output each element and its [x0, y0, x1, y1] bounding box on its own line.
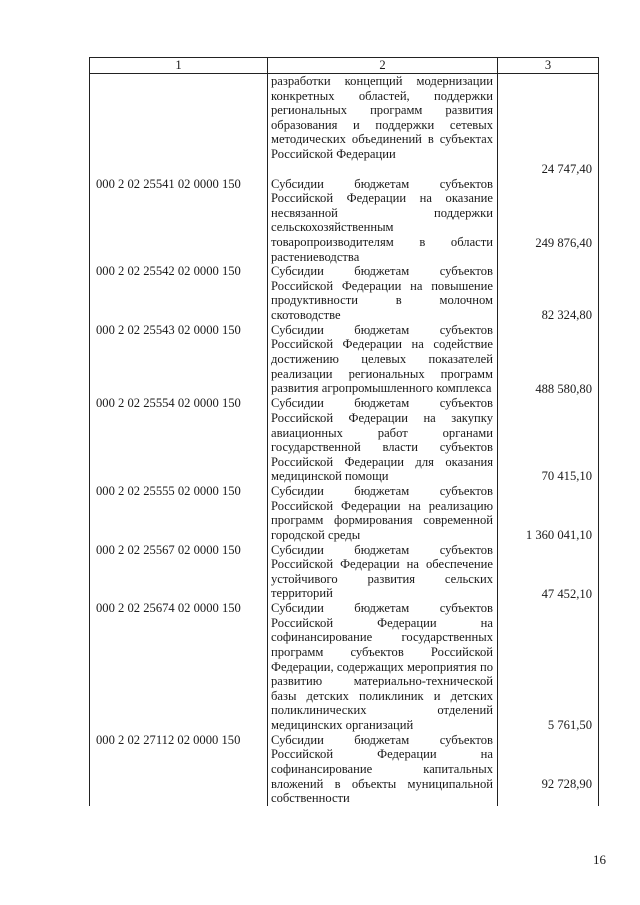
row-description: Субсидии бюджетам субъектов Российской Федерации на содействие достижению целевых показателей реализации региональных программ развития агропромышленного комплекса	[268, 323, 498, 397]
table-row	[90, 484, 599, 543]
row-amount: 488 580,80	[498, 323, 599, 397]
budget-code: 000 2 02 25543 02 0000 150	[90, 323, 268, 397]
budget-revenue-table	[89, 57, 599, 806]
row-amount: 82 324,80	[498, 264, 599, 323]
budget-code: 000 2 02 25567 02 0000 150	[90, 543, 268, 602]
table-row	[90, 396, 599, 484]
table-row	[90, 543, 599, 602]
table-row	[90, 177, 599, 265]
row-description: Субсидии бюджетам субъектов Российской Федерации на закупку авиационных работ органами государственной власти субъектов Российской Федерации для оказания медицинской помощи	[268, 396, 498, 484]
table-row	[90, 601, 599, 733]
row-description: Субсидии бюджетам субъектов Российской Федерации на обеспечение устойчивого развития сельских территорий	[268, 543, 498, 602]
budget-code	[90, 74, 268, 177]
budget-code: 000 2 02 25554 02 0000 150	[90, 396, 268, 484]
row-amount: 5 761,50	[498, 601, 599, 733]
budget-table-page	[89, 57, 598, 806]
row-description: Субсидии бюджетам субъектов Российской Федерации на реализацию программ формирования современной городской среды	[268, 484, 498, 543]
page-number: 16	[593, 852, 606, 867]
row-description: Субсидии бюджетам субъектов Российской Федерации на софинансирование государственных программ субъектов Российской Федерации, содержащих мероприятия по развитию материально-технической базы детских поликлиник и детских поликлинических отделений медицинских организаций	[268, 601, 498, 733]
table-row	[90, 323, 599, 397]
row-amount: 92 728,90	[498, 733, 599, 806]
column-number-header-row	[90, 58, 599, 74]
row-description: разработки концепций модернизации конкретных областей, поддержки региональных программ развития образования и поддержки сетевых методических объединений в субъектах Российской Федерации	[268, 74, 498, 177]
header-col-2: 2	[268, 58, 498, 74]
row-amount: 249 876,40	[498, 177, 599, 265]
row-description: Субсидии бюджетам субъектов Российской Федерации на оказание несвязанной поддержки сельскохозяйственным товаропроизводителям в области растениеводства	[268, 177, 498, 265]
budget-code: 000 2 02 25555 02 0000 150	[90, 484, 268, 543]
budget-code: 000 2 02 25541 02 0000 150	[90, 177, 268, 265]
row-description: Субсидии бюджетам субъектов Российской Федерации на повышение продуктивности в молочном скотоводстве	[268, 264, 498, 323]
row-amount: 24 747,40	[498, 74, 599, 177]
row-amount: 1 360 041,10	[498, 484, 599, 543]
budget-code: 000 2 02 25674 02 0000 150	[90, 601, 268, 733]
budget-code: 000 2 02 25542 02 0000 150	[90, 264, 268, 323]
row-description: Субсидии бюджетам субъектов Российской Федерации на софинансирование капитальных вложений в объекты муниципальной собственности	[268, 733, 498, 806]
table-row	[90, 733, 599, 806]
table-row	[90, 74, 599, 177]
table-row	[90, 264, 599, 323]
header-col-3: 3	[498, 58, 599, 74]
budget-code: 000 2 02 27112 02 0000 150	[90, 733, 268, 806]
row-amount: 70 415,10	[498, 396, 599, 484]
row-amount: 47 452,10	[498, 543, 599, 602]
header-col-1: 1	[90, 58, 268, 74]
